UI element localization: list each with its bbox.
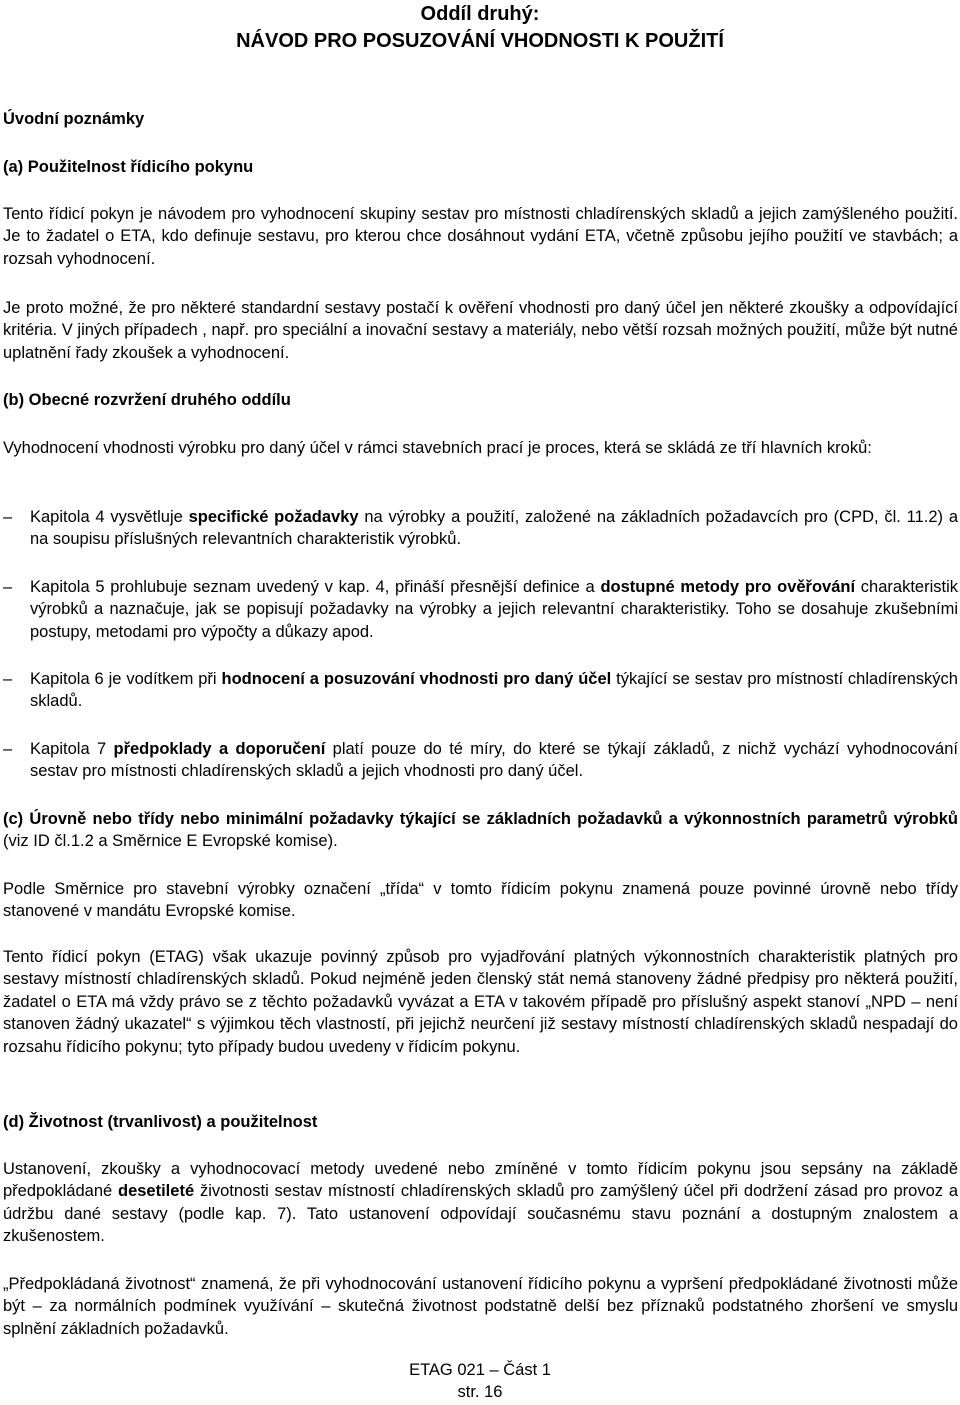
list-item-text: Kapitola 7 předpoklady a doporučení platí pouze do té míry, do které se týkají základů, z nichž vychází vyhodnocování sestav pro místnosti chladírenských skladů a jejich vhodnosti pro daný účel. [30, 740, 958, 781]
title-line-1: Oddíl druhý: [420, 3, 540, 25]
list-item [0, 506, 960, 552]
list-item [0, 738, 960, 784]
section-c-paragraph-1: Podle Směrnice pro stavební výrobky označení „třída“ v tomto řídicím pokynu znamená pouze povinné úrovně nebo třídy stanovené v mandátu Evropské komise. [3, 880, 958, 921]
section-a-heading: (a) Použitelnost řídicího pokynu [3, 158, 254, 176]
intro-heading: Úvodní poznámky [3, 110, 145, 128]
list-item-text: Kapitola 4 vysvětluje specifické požadavky na výrobky a použití, založené na základních požadavcích pro (CPD, čl. 11.2) a na soupisu příslušných relevantních charakteristik výrobků. [30, 508, 958, 549]
footer-doc-id: ETAG 021 – Část 1 [409, 1361, 551, 1379]
list-dash: – [3, 670, 13, 688]
list-item [0, 576, 960, 646]
section-c-heading: (c) Úrovně nebo třídy nebo minimální požadavky týkající se základních požadavků a výkonnostních parametrů výrobků (viz ID čl.1.2 a Směrnice E Evropské komise). [3, 810, 958, 851]
section-b-heading: (b) Obecné rozvržení druhého oddílu [3, 391, 291, 409]
section-d-paragraph-2: „Předpokládaná životnost“ znamená, že při vyhodnocování ustanovení řídicího pokynu a vypršení předpokládané životnosti může být – za normálních podmínek využívání – skutečná životnost podstatně delší bez příznaků podstatného zhoršení ve smyslu splnění základních požadavků. [3, 1275, 958, 1338]
section-c-paragraph-2: Tento řídicí pokyn (ETAG) však ukazuje povinný způsob pro vyjadřování platných výkonnostních charakteristik platných pro sestavy místností chladírenských skladů. Pokud nejméně jeden členský stát nemá stanoveny žádné předpisy pro některá použití, žadatel o ETA má vždy právo se z těchto požadavků vyvázat a ETA v takovém případě pro příslušný aspekt stanoví „NPD – není stanoven žádný ukazatel“ s výjimkou těch vlastností, při jejichž neurčení již sestavy místností chladírenských skladů nespadají do rozsahu řídicího pokynu; tyto případy budou uvedeny v řídicím pokynu. [3, 948, 958, 1056]
list-item-text: Kapitola 5 prohlubuje seznam uvedený v kap. 4, přináší přesnější definice a dostupné metody pro ověřování charakteristik výrobků a naznačuje, jak se popisují požadavky na výrobky a jejich relevantní charakteristiky. Toho se dosahuje zkušebními postupy, metodami pro výpočty a důkazy apod. [30, 578, 958, 641]
section-a-paragraph-2: Je proto možné, že pro některé standardní sestavy postačí k ověření vhodnosti pro daný účel jen některé zkoušky a odpovídající kritéria. V jiných případech , např. pro speciální a inovační sestavy a materiály, nebo větší rozsah možných použití, může být nutné uplatnění řady zkoušek a vyhodnocení. [3, 299, 958, 362]
list-item-text: Kapitola 6 je vodítkem při hodnocení a posuzování vhodnosti pro daný účel týkající se sestav pro místností chladírenských skladů. [30, 670, 958, 711]
section-b-intro: Vyhodnocení vhodnosti výrobku pro daný účel v rámci stavebních prací je proces, která se skládá ze tří hlavních kroků: [3, 439, 872, 457]
title-line-2: NÁVOD PRO POSUZOVÁNÍ VHODNOSTI K POUŽITÍ [236, 30, 724, 52]
list-dash: – [3, 740, 13, 758]
section-d-paragraph-1: Ustanovení, zkoušky a vyhodnocovací metody uvedené nebo zmíněné v tomto řídicím pokynu jsou sepsány na základě předpokládané desetileté životnosti sestav místností chladírenských skladů pro zamýšlený účel při dodržení zásad pro provoz a údržbu dané sestavy (podle kap. 7). Tato ustanovení odpovídají současnému stavu poznání a dostupným znalostem a zkušenostem. [3, 1160, 958, 1246]
page-footer [0, 1359, 960, 1403]
list-dash: – [3, 578, 13, 596]
section-d-heading: (d) Životnost (trvanlivost) a použitelnost [3, 1113, 318, 1131]
list-item [0, 668, 960, 714]
section-a-paragraph-1: Tento řídicí pokyn je návodem pro vyhodnocení skupiny sestav pro místnosti chladírenských skladů a jejich zamýšleného použití. Je to žadatel o ETA, kdo definuje sestavu, pro kterou chce dosáhnout vydání ETA, včetně způsobu jejího použití ve stavbách; a rozsah vyhodnocení. [3, 205, 958, 268]
footer-page-number: str. 16 [457, 1383, 503, 1401]
page-title [0, 1, 960, 55]
list-dash: – [3, 508, 13, 526]
